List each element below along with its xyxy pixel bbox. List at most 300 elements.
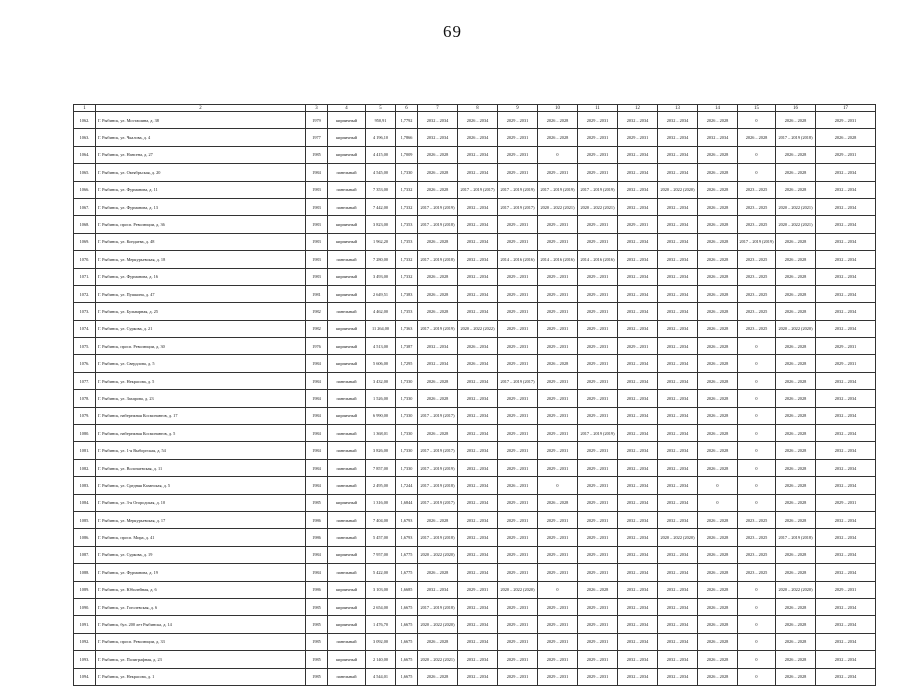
table-cell: 2032 – 2034 <box>816 442 876 459</box>
table-cell: 2032 – 2034 <box>658 355 698 372</box>
table-cell: 2029 – 2031 <box>618 338 658 355</box>
table-cell: 0 <box>738 442 776 459</box>
table-row <box>74 216 876 233</box>
table-cell: 1094. <box>74 668 96 685</box>
table-cell: 1982 <box>306 303 328 320</box>
table-cell: 4 513,00 <box>366 338 396 355</box>
table-cell: 2026 – 2028 <box>698 164 738 181</box>
table-cell: 2029 – 2031 <box>816 112 876 129</box>
table-cell: 2026 – 2028 <box>776 425 816 442</box>
table-cell: 2020 – 2022 (2020) <box>776 581 816 598</box>
table-cell: 2032 – 2034 <box>618 198 658 215</box>
table-cell: 1071. <box>74 268 96 285</box>
table-cell: 2032 – 2034 <box>618 146 658 163</box>
table-row <box>74 651 876 668</box>
table-cell: 0 <box>738 633 776 650</box>
table-cell: 1,6675 <box>396 616 418 633</box>
table-cell: 1,7353 <box>396 216 418 233</box>
table-cell: 1063. <box>74 129 96 146</box>
table-row <box>74 181 876 198</box>
table-cell: 2026 – 2028 <box>776 616 816 633</box>
table-cell: 2032 – 2034 <box>418 112 458 129</box>
table-cell: 1983 <box>306 233 328 250</box>
table-cell: 1089. <box>74 581 96 598</box>
table-cell: 1,7383 <box>396 285 418 302</box>
address-cell: Г. Рыбинск, ул. Мосташина, д. 38 <box>96 112 306 129</box>
address-cell: Г. Рыбинск, ул. Суркова, д. 21 <box>96 320 306 337</box>
table-cell: 1983 <box>306 181 328 198</box>
table-cell: 1,7330 <box>396 164 418 181</box>
table-cell: 0 <box>538 146 578 163</box>
table-cell: панельный <box>328 181 366 198</box>
table-cell: 1,7330 <box>396 459 418 476</box>
address-cell: Г. Рыбинск, ул. Полиграфная, д. 23 <box>96 651 306 668</box>
table-cell: 2023 – 2025 <box>738 511 776 528</box>
table-cell: 2020 – 2022 (2020) <box>418 616 458 633</box>
table-cell: 2032 – 2034 <box>418 355 458 372</box>
address-cell: Г. Рыбинск, ул. Суркова, д. 19 <box>96 546 306 563</box>
table-cell: 2026 – 2028 <box>698 459 738 476</box>
table-cell: 2020 – 2022 (2022) <box>458 320 498 337</box>
table-cell: 1093. <box>74 651 96 668</box>
address-cell: Г. Рыбинск, ул. Кондаева, д. 48 <box>96 233 306 250</box>
table-cell: 3 823,00 <box>366 216 396 233</box>
table-cell: кирпичный <box>328 320 366 337</box>
table-cell: 2032 – 2034 <box>816 303 876 320</box>
table-cell: 2026 – 2028 <box>538 112 578 129</box>
table-cell: 2032 – 2034 <box>418 581 458 598</box>
column-number: 3 <box>306 105 328 112</box>
table-cell: 2029 – 2031 <box>816 581 876 598</box>
table-cell: 2020 – 2022 (2020) <box>776 320 816 337</box>
table-cell: 2029 – 2031 <box>498 146 538 163</box>
table-cell: 1084. <box>74 494 96 511</box>
table-cell: 2026 – 2028 <box>776 633 816 650</box>
table-cell: 1,7353 <box>396 233 418 250</box>
table-cell: 2032 – 2034 <box>658 372 698 389</box>
table-cell: 2032 – 2034 <box>658 407 698 424</box>
table-cell: 1982 <box>306 320 328 337</box>
address-cell: Г. Рыбинск, ул. Некрасова, д. 5 <box>96 372 306 389</box>
table-cell: 2029 – 2031 <box>578 320 618 337</box>
table-cell: 0 <box>738 425 776 442</box>
table-cell: 1985 <box>306 598 328 615</box>
table-cell: 2032 – 2034 <box>458 442 498 459</box>
table-cell: 2029 – 2031 <box>538 407 578 424</box>
table-cell: панельный <box>328 511 366 528</box>
table-cell: 2026 – 2028 <box>418 181 458 198</box>
table-cell: 1067. <box>74 198 96 215</box>
table-cell: 1,7387 <box>396 338 418 355</box>
table-cell: 2029 – 2031 <box>538 338 578 355</box>
table-cell: 2 654,00 <box>366 598 396 615</box>
table-cell: 2026 – 2028 <box>698 181 738 198</box>
table-cell: 2026 – 2028 <box>698 633 738 650</box>
table-cell: 2029 – 2031 <box>498 651 538 668</box>
table-cell: 2026 – 2034 <box>458 338 498 355</box>
table-cell: 2026 – 2028 <box>418 633 458 650</box>
table-row <box>74 303 876 320</box>
table-cell: 2032 – 2034 <box>618 598 658 615</box>
table-cell: 0 <box>698 477 738 494</box>
table-cell: 2020 – 2022 (2020) <box>418 546 458 563</box>
table-cell: 2032 – 2034 <box>816 285 876 302</box>
table-cell: 2032 – 2034 <box>816 511 876 528</box>
table-cell: 2032 – 2034 <box>458 233 498 250</box>
table-cell: 1,6685 <box>396 581 418 598</box>
table-cell: 2017 – 2019 (2018) <box>776 129 816 146</box>
table-cell: 2029 – 2031 <box>538 633 578 650</box>
table-cell: 2026 – 2028 <box>698 407 738 424</box>
table-cell: 2029 – 2031 <box>498 459 538 476</box>
table-cell: 1983 <box>306 268 328 285</box>
table-cell: 2032 – 2034 <box>618 546 658 563</box>
table-cell: 2026 – 2028 <box>418 146 458 163</box>
table-cell: 2023 – 2025 <box>738 216 776 233</box>
table-cell: 1085. <box>74 511 96 528</box>
column-number: 4 <box>328 105 366 112</box>
table-cell: 2026 – 2028 <box>776 338 816 355</box>
table-cell: 2029 – 2031 <box>498 285 538 302</box>
table-cell: 2029 – 2031 <box>498 129 538 146</box>
column-number: 14 <box>698 105 738 112</box>
address-cell: Г. Рыбинск, набережная Космонавтов, д. 5 <box>96 425 306 442</box>
table-cell: 4 544,01 <box>366 668 396 685</box>
table-row <box>74 285 876 302</box>
table-cell: 2029 – 2031 <box>498 633 538 650</box>
table-cell: 2032 – 2034 <box>658 633 698 650</box>
table-cell: 7 404,00 <box>366 511 396 528</box>
table-cell: 2029 – 2031 <box>578 651 618 668</box>
table-cell: 2026 – 2034 <box>458 129 498 146</box>
table-cell: 1984 <box>306 442 328 459</box>
table-cell: 2032 – 2034 <box>618 442 658 459</box>
table-cell: 2017 – 2019 (2018) <box>418 251 458 268</box>
table-cell: 2029 – 2031 <box>816 146 876 163</box>
column-number: 2 <box>96 105 306 112</box>
address-cell: Г. Рыбинск, набережная Космонавтов, д. 17 <box>96 407 306 424</box>
table-cell: 1 476,70 <box>366 616 396 633</box>
table-cell: 950,91 <box>366 112 396 129</box>
table-cell: 1985 <box>306 651 328 668</box>
table-cell: кирпичный <box>328 651 366 668</box>
table-cell: 2032 – 2034 <box>816 564 876 581</box>
table-row <box>74 581 876 598</box>
table-cell: панельный <box>328 668 366 685</box>
table-cell: 2020 – 2022 (2020) <box>658 181 698 198</box>
table-cell: кирпичный <box>328 338 366 355</box>
table-cell: 3 103,00 <box>366 581 396 598</box>
column-number: 11 <box>578 105 618 112</box>
table-cell: 1083. <box>74 477 96 494</box>
table-row <box>74 407 876 424</box>
table-row <box>74 129 876 146</box>
table-row <box>74 233 876 250</box>
table-cell: 2023 – 2025 <box>738 251 776 268</box>
table-cell: 2032 – 2034 <box>618 564 658 581</box>
address-cell: Г. Рыбинск, ул. Бульварная, д. 25 <box>96 303 306 320</box>
table-cell: 2026 – 2028 <box>418 164 458 181</box>
table-cell: 0 <box>738 338 776 355</box>
table-cell: 2032 – 2034 <box>618 616 658 633</box>
table-cell: 2026 – 2028 <box>698 425 738 442</box>
table-cell: 2026 – 2028 <box>698 546 738 563</box>
table-cell: 2026 – 2028 <box>418 511 458 528</box>
address-cell: Г. Рыбинск, ул. Некрасова, д. 1 <box>96 668 306 685</box>
table-cell: 2029 – 2031 <box>816 355 876 372</box>
table-cell: 1088. <box>74 564 96 581</box>
table-cell: панельный <box>328 477 366 494</box>
table-cell: 2032 – 2034 <box>816 546 876 563</box>
table-cell: 2026 – 2028 <box>418 390 458 407</box>
table-cell: 2026 – 2028 <box>776 303 816 320</box>
table-cell: 2023 – 2025 <box>738 320 776 337</box>
table-cell: 2026 – 2034 <box>458 355 498 372</box>
table-cell: 2017 – 2019 (2019) <box>418 320 458 337</box>
table-cell: 1,7332 <box>396 198 418 215</box>
table-cell: 2023 – 2025 <box>738 285 776 302</box>
table-cell: 0 <box>738 581 776 598</box>
table-row <box>74 372 876 389</box>
table-cell: 2026 – 2028 <box>776 598 816 615</box>
table-cell: 2026 – 2028 <box>776 651 816 668</box>
table-cell: 2032 – 2034 <box>458 407 498 424</box>
table-cell: кирпичный <box>328 146 366 163</box>
table-cell: 2029 – 2031 <box>498 303 538 320</box>
table-cell: 2032 – 2034 <box>658 338 698 355</box>
table-cell: 2029 – 2031 <box>578 442 618 459</box>
table-cell: 1984 <box>306 425 328 442</box>
table-cell: 1985 <box>306 494 328 511</box>
table-cell: 2026 – 2028 <box>698 581 738 598</box>
table-cell: 2032 – 2034 <box>458 598 498 615</box>
table-cell: 1069. <box>74 233 96 250</box>
table-cell: 1,7332 <box>396 251 418 268</box>
table-cell: 2023 – 2025 <box>738 268 776 285</box>
table-cell: 2029 – 2031 <box>538 564 578 581</box>
table-cell: кирпичный <box>328 285 366 302</box>
table-cell: 2029 – 2031 <box>538 598 578 615</box>
address-cell: Г. Рыбинск, просп. Революции, д. 33 <box>96 633 306 650</box>
table-cell: 2026 – 2028 <box>738 129 776 146</box>
table-cell: 2029 – 2031 <box>498 164 538 181</box>
table-cell: 2029 – 2031 <box>578 459 618 476</box>
table-cell: 2017 – 2019 (2017) <box>498 198 538 215</box>
table-cell: 2032 – 2034 <box>618 494 658 511</box>
table-cell: 2026 – 2028 <box>776 181 816 198</box>
table-cell: 2029 – 2031 <box>538 164 578 181</box>
table-cell: 2032 – 2034 <box>816 425 876 442</box>
table-cell: 2029 – 2031 <box>538 320 578 337</box>
table-cell: панельный <box>328 442 366 459</box>
table-cell: 2026 – 2028 <box>776 442 816 459</box>
column-number: 12 <box>618 105 658 112</box>
table-cell: 2032 – 2034 <box>458 268 498 285</box>
table-cell: 1075. <box>74 338 96 355</box>
table-cell: 2032 – 2034 <box>658 494 698 511</box>
table-row <box>74 598 876 615</box>
table-cell: 1,6675 <box>396 651 418 668</box>
table-row <box>74 338 876 355</box>
table-cell: 1065. <box>74 164 96 181</box>
address-cell: Г. Рыбинск, ул. Захарова, д. 23 <box>96 390 306 407</box>
table-cell: 0 <box>738 668 776 685</box>
table-cell: 2026 – 2028 <box>698 338 738 355</box>
table-cell: 1,7330 <box>396 372 418 389</box>
table-cell: 2032 – 2034 <box>458 164 498 181</box>
table-cell: панельный <box>328 303 366 320</box>
table-cell: кирпичный <box>328 407 366 424</box>
table-cell: 2026 – 2028 <box>698 616 738 633</box>
table-cell: 2032 – 2034 <box>458 425 498 442</box>
table-cell: 2029 – 2031 <box>578 164 618 181</box>
table-cell: панельный <box>328 164 366 181</box>
table-row <box>74 164 876 181</box>
table-cell: 2026 – 2028 <box>698 372 738 389</box>
table-cell: 2026 – 2028 <box>698 511 738 528</box>
table-cell: панельный <box>328 529 366 546</box>
table-cell: 2026 – 2028 <box>776 164 816 181</box>
table-cell: 2020 – 2022 (2021) <box>418 651 458 668</box>
table-cell: 2017 – 2019 (2018) <box>418 598 458 615</box>
table-cell: 2032 – 2034 <box>618 511 658 528</box>
table-cell: 2032 – 2034 <box>618 529 658 546</box>
table-cell: 0 <box>538 581 578 598</box>
table-cell: панельный <box>328 390 366 407</box>
table-cell: 2029 – 2031 <box>498 668 538 685</box>
table-cell: 2026 – 2028 <box>776 268 816 285</box>
table-cell: 2032 – 2034 <box>458 372 498 389</box>
column-number: 16 <box>776 105 816 112</box>
table-cell: 2029 – 2031 <box>538 616 578 633</box>
table-cell: 1092. <box>74 633 96 650</box>
table-cell: 2 649,51 <box>366 285 396 302</box>
table-cell: 2029 – 2031 <box>538 233 578 250</box>
table-cell: 1079. <box>74 407 96 424</box>
table-cell: панельный <box>328 251 366 268</box>
table-row <box>74 564 876 581</box>
table-cell: 2032 – 2034 <box>658 598 698 615</box>
table-cell: 2032 – 2034 <box>658 198 698 215</box>
table-cell: 2029 – 2031 <box>578 564 618 581</box>
table-cell: 5 606,00 <box>366 355 396 372</box>
table-cell: 2026 – 2028 <box>776 146 816 163</box>
table-cell: 2017 – 2019 (2019) <box>498 181 538 198</box>
table-cell: панельный <box>328 633 366 650</box>
table-cell: 1080. <box>74 425 96 442</box>
address-cell: Г. Рыбинск, ул. 1-я Выборгская, д. 54 <box>96 442 306 459</box>
table-cell: 2032 – 2034 <box>658 459 698 476</box>
table-cell: 3 826,00 <box>366 442 396 459</box>
table-cell: 2026 – 2028 <box>418 303 458 320</box>
table-cell: 2029 – 2031 <box>578 268 618 285</box>
address-cell: Г. Рыбинск, ул. Фурманова, д. 16 <box>96 268 306 285</box>
table-cell: 2026 – 2028 <box>418 564 458 581</box>
table-cell: 2032 – 2034 <box>658 112 698 129</box>
table-cell: 1 316,00 <box>366 494 396 511</box>
table-cell: 2029 – 2031 <box>578 390 618 407</box>
table-cell: 2029 – 2031 <box>538 668 578 685</box>
table-cell: кирпичный <box>328 216 366 233</box>
table-cell: 2023 – 2025 <box>738 529 776 546</box>
table-cell: 1984 <box>306 564 328 581</box>
table-cell: 2026 – 2028 <box>698 268 738 285</box>
table-cell: 2029 – 2031 <box>578 598 618 615</box>
address-cell: Г. Рыбинск, ул. Волочаевская, д. 11 <box>96 459 306 476</box>
table-cell: 2032 – 2034 <box>618 112 658 129</box>
table-cell: 2032 – 2034 <box>816 651 876 668</box>
table-cell: 2029 – 2031 <box>618 216 658 233</box>
table-cell: 11 264,00 <box>366 320 396 337</box>
table-cell: 1986 <box>306 529 328 546</box>
table-row <box>74 616 876 633</box>
table-cell: 2029 – 2031 <box>538 372 578 389</box>
table-cell: 1985 <box>306 616 328 633</box>
table-cell: 2032 – 2034 <box>658 442 698 459</box>
table-cell: 2032 – 2034 <box>618 390 658 407</box>
table-cell: кирпичный <box>328 598 366 615</box>
table-cell: панельный <box>328 425 366 442</box>
table-cell: 2029 – 2031 <box>498 616 538 633</box>
table-cell: 1984 <box>306 407 328 424</box>
table-cell: 1986 <box>306 511 328 528</box>
table-cell: 1077. <box>74 372 96 389</box>
table-cell: 2032 – 2034 <box>618 477 658 494</box>
table-cell: 1986 <box>306 581 328 598</box>
table-cell: 2026 – 2028 <box>418 233 458 250</box>
address-cell: Г. Рыбинск, ул. Пушкина, д. 47 <box>96 285 306 302</box>
table-row <box>74 459 876 476</box>
table-cell: панельный <box>328 372 366 389</box>
table-cell: 2017 – 2019 (2017) <box>458 181 498 198</box>
table-cell: 5 422,00 <box>366 564 396 581</box>
table-cell: 2032 – 2034 <box>816 268 876 285</box>
table-cell: 2032 – 2034 <box>658 129 698 146</box>
table-cell: 2032 – 2034 <box>618 668 658 685</box>
table-cell: 0 <box>538 477 578 494</box>
table-cell: 2032 – 2034 <box>418 338 458 355</box>
table-cell: 2032 – 2034 <box>458 546 498 563</box>
column-number-row <box>74 105 876 112</box>
table-cell: 2029 – 2031 <box>578 112 618 129</box>
table-cell: 2032 – 2034 <box>658 511 698 528</box>
table-cell: 7 280,00 <box>366 251 396 268</box>
table-cell: 2017 – 2019 (2017) <box>418 494 458 511</box>
table-cell: 1,7330 <box>396 442 418 459</box>
table-cell: 2026 – 2028 <box>776 511 816 528</box>
table-cell: 2032 – 2034 <box>658 651 698 668</box>
table-cell: 1984 <box>306 390 328 407</box>
table-cell: 1,7792 <box>396 112 418 129</box>
table-cell: 2026 – 2028 <box>776 668 816 685</box>
table-cell: 2026 – 2028 <box>776 112 816 129</box>
table-cell: 2014 – 2016 (2016) <box>498 251 538 268</box>
table-cell: 2029 – 2031 <box>578 633 618 650</box>
address-cell: Г. Рыбинск, ул. Юбилейная, д. 6 <box>96 581 306 598</box>
table-cell: 0 <box>738 494 776 511</box>
table-row <box>74 425 876 442</box>
table-cell: 2032 – 2034 <box>658 564 698 581</box>
table-cell: 2029 – 2031 <box>498 511 538 528</box>
table-cell: 2023 – 2025 <box>738 181 776 198</box>
table-cell: 2032 – 2034 <box>458 216 498 233</box>
table-cell: 2029 – 2031 <box>578 529 618 546</box>
table-cell: 1,7332 <box>396 268 418 285</box>
table-cell: 2026 – 2028 <box>776 477 816 494</box>
table-cell: 2032 – 2034 <box>458 303 498 320</box>
address-cell: Г. Рыбинск, ул. Меркурьевская, д. 18 <box>96 251 306 268</box>
table-cell: 2026 – 2028 <box>776 285 816 302</box>
